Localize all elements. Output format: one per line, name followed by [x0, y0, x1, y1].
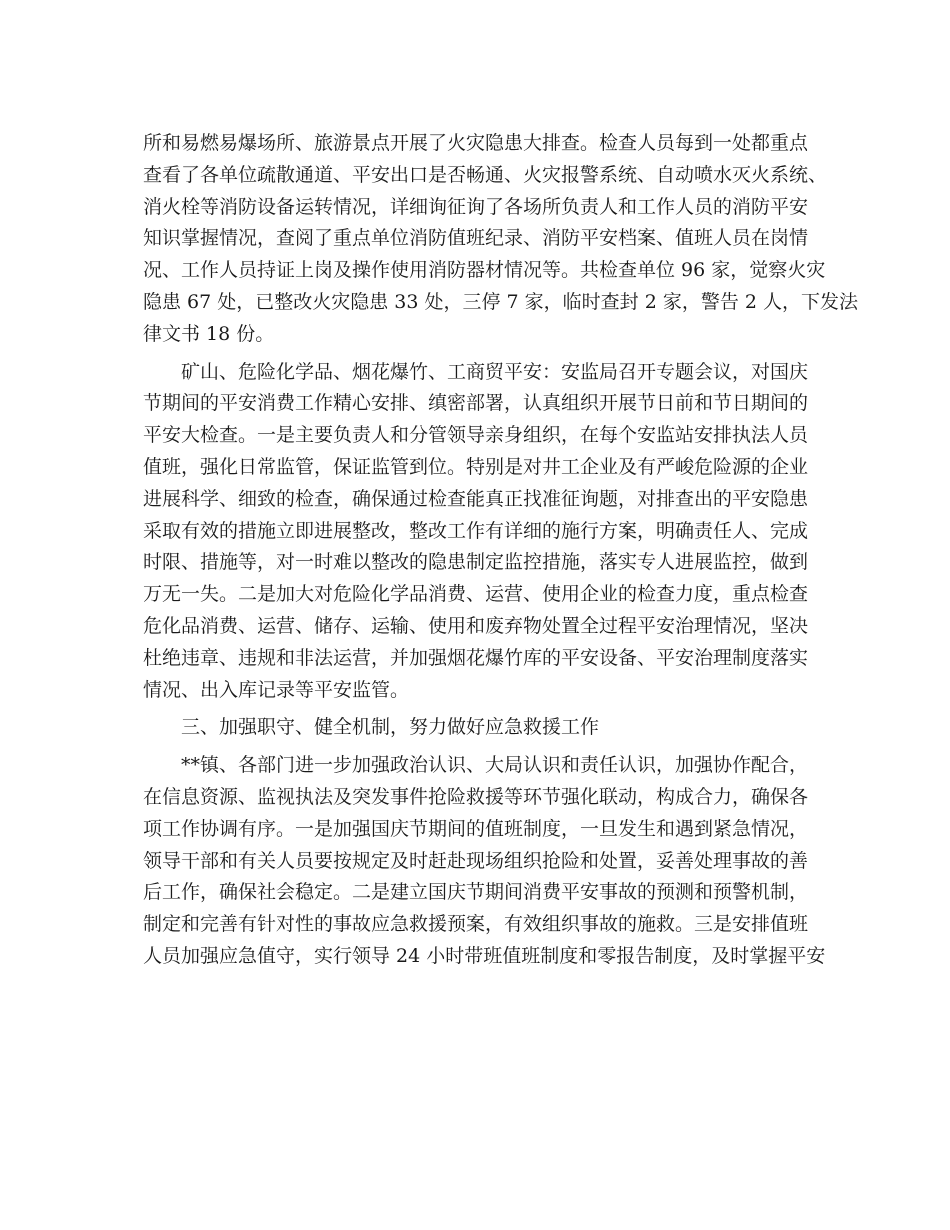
text-line: 律文书 18 份。	[143, 322, 275, 345]
text-line: 矿山、危险化学品、烟花爆竹、工商贸平安：安监局召开专题会议，对国庆	[181, 360, 809, 383]
section-heading-emergency	[143, 712, 807, 744]
text-line: 项工作协调有序。一是加强国庆节期间的值班制度，一旦发生和遇到紧急情况，	[143, 817, 809, 840]
text-line: 消火栓等消防设备运转情况，详细询征询了各场所负责人和工作人员的消防平安	[143, 195, 809, 218]
text-line: 制定和完善有针对性的事故应急救援预案，有效组织事故的施救。三是安排值班	[143, 913, 809, 936]
text-line: 况、工作人员持证上岗及操作使用消防器材情况等。共检查单位 96 家，觉察火灾	[143, 259, 826, 282]
text-line: 隐患 67 处，已整改火灾隐患 33 处，三停 7 家，临时查封 2 家，警告 2 人，下发法	[143, 290, 859, 313]
text-line: 万无一失。二是加大对危险化学品消费、运营、使用企业的检查力度，重点检查	[143, 583, 809, 606]
paragraph-mining-chemicals	[143, 357, 807, 707]
text-line: 节期间的平安消费工作精心安排、缜密部署，认真组织开展节日前和节日期间的	[143, 392, 809, 415]
text-line: 杜绝违章、违规和非法运营，并加强烟花爆竹库的平安设备、平安治理制度落实	[143, 646, 809, 669]
document-body	[143, 128, 859, 973]
text-line: 所和易燃易爆场所、旅游景点开展了火灾隐患大排查。检查人员每到一处都重点	[143, 132, 809, 154]
text-line: 查看了各单位疏散通道、平安出口是否畅通、火灾报警系统、自动喷水灭火系统、	[143, 163, 828, 186]
text-line: 领导干部和有关人员要按规定及时赶赴现场组织抢险和处置，妥善处理事故的善	[143, 849, 809, 872]
text-line: 人员加强应急值守，实行领导 24 小时带班值班制度和零报告制度，及时掌握平安	[143, 944, 826, 967]
text-line: 危化品消费、运营、储存、运输、使用和废弃物处置全过程平安治理情况，坚决	[143, 614, 809, 637]
text-line: 时限、措施等，对一时难以整改的隐患制定监控措施，落实专人进展监控，做到	[143, 551, 809, 574]
text-line: 采取有效的措施立即进展整改，整改工作有详细的施行方案，明确责任人、完成	[143, 519, 809, 542]
text-line: 后工作，确保社会稳定。二是建立国庆节期间消费平安事故的预测和预警机制，	[143, 881, 809, 904]
text-line: 知识掌握情况，查阅了重点单位消防值班纪录、消防平安档案、值班人员在岗情	[143, 227, 809, 250]
text-line: 三、加强职守、健全机制，努力做好应急救援工作	[181, 716, 600, 739]
text-line: **镇、各部门进一步加强政治认识、大局认识和责任认识，加强协作配合，	[181, 754, 809, 777]
text-line: 进展科学、细致的检查，确保通过检查能真正找准征询题，对排查出的平安隐患	[143, 487, 809, 510]
text-line: 值班，强化日常监管，保证监管到位。特别是对井工企业及有严峻危险源的企业	[143, 455, 809, 478]
text-line: 情况、出入库记录等平安监管。	[143, 678, 410, 701]
text-line: 在信息资源、监视执法及突发事件抢险救援等环节强化联动，构成合力，确保各	[143, 785, 809, 808]
paragraph-fire-inspection	[143, 128, 859, 351]
text-line: 平安大检查。一是主要负责人和分管领导亲身组织，在每个安监站安排执法人员	[143, 424, 809, 447]
paragraph-emergency-mechanism	[143, 750, 826, 973]
